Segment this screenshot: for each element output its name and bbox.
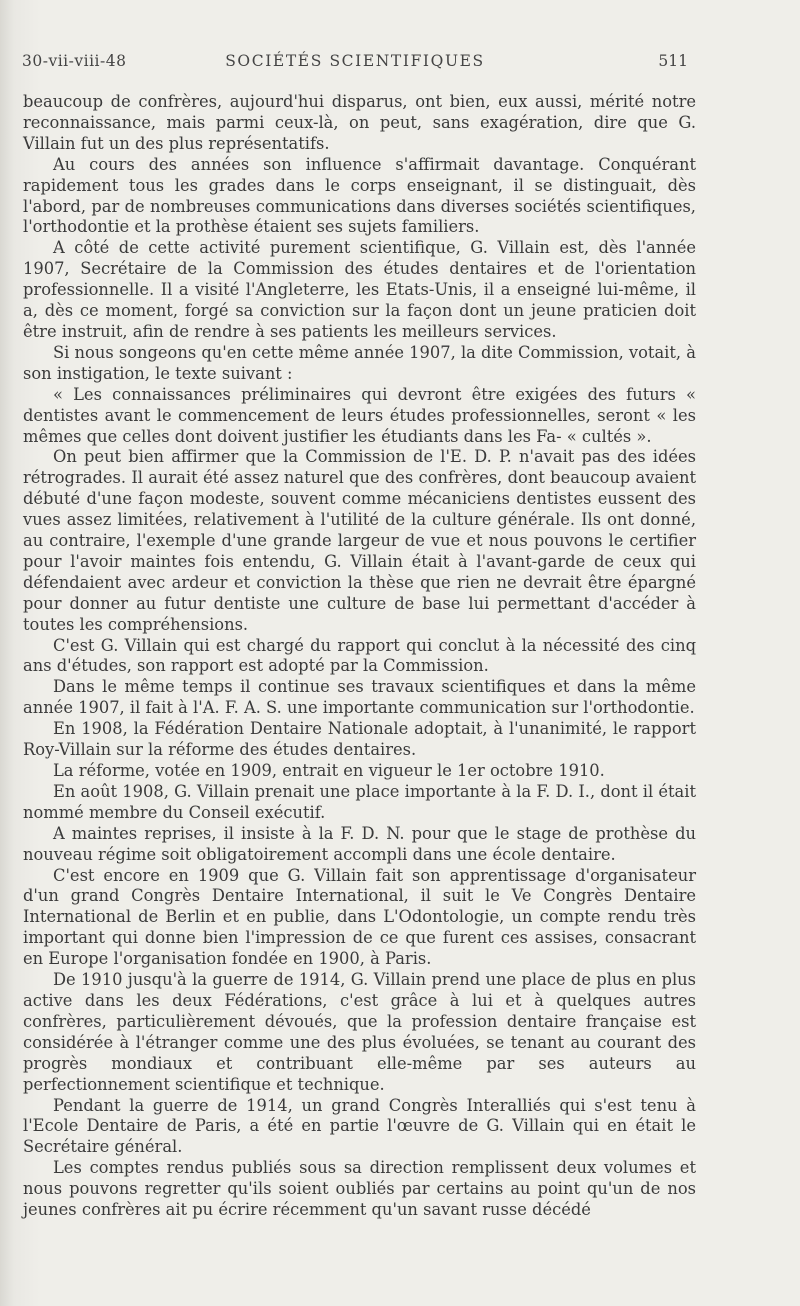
paragraph: Pendant la guerre de 1914, un grand Congrès Interalliés qui s'est tenu à l'Ecole Dentaire de Paris, a été en partie l'œuvre de G. Villain qui en était le Secrétaire général. xyxy=(23,1095,696,1157)
paragraph: A côté de cette activité purement scientifique, G. Villain est, dès l'année 1907, Secrétaire de la Commission des études dentaires et de l'orientation professionnelle. Il a visité l'Angleterre, les Etats-Unis, il a enseigné lui-même, il a, dès ce moment, forgé sa conviction sur la façon dont un jeune praticien doit être instruit, afin de rendre à ses patients les meilleurs services. xyxy=(23,238,696,341)
paragraph: En août 1908, G. Villain prenait une place importante à la F. D. I., dont il était nommé membre du Conseil exécutif. xyxy=(23,781,696,822)
paragraph: La réforme, votée en 1909, entrait en vigueur le 1er octobre 1910. xyxy=(53,761,605,780)
paragraph: De 1910 jusqu'à la guerre de 1914, G. Villain prend une place de plus en plus active dans les deux Fédérations, c'est grâce à lui et à quelques autres confrères, particulièrement dévoués, que la profession dentaire française est considérée à l'étranger comme une des plus évoluées, se tenant au courant des progrès mondiaux et contribuant elle-même par ses auteurs au perfectionnement scientifique et technique. xyxy=(23,970,696,1094)
paragraph: A maintes reprises, il insiste à la F. D. N. pour que le stage de prothèse du nouveau régime soit obligatoirement accompli dans une école dentaire. xyxy=(23,823,696,864)
paragraph: Si nous songeons qu'en cette même année 1907, la dite Commission, votait, à son instigation, le texte suivant : xyxy=(23,342,696,383)
paragraph: Les comptes rendus publiés sous sa direction remplissent deux volumes et nous pouvons regretter qu'ils soient oubliés par certains au point qu'un de nos jeunes confrères ait pu écrire récemment qu'un savant russe décédé xyxy=(23,1158,696,1220)
quoted-paragraph: « Les connaissances préliminaires qui devront être exigées des futurs « dentistes avant le commencement de leurs études professionnelles, seront « les mêmes que celles dont doivent justifier les étudiants dans les Fa- « cultés ». xyxy=(23,384,696,446)
header-date: 30-vii-viii-48 xyxy=(22,52,127,70)
paragraph: C'est G. Villain qui est chargé du rapport qui conclut à la nécessité des cinq ans d'études, son rapport est adopté par la Commission. xyxy=(23,635,696,676)
paragraph: On peut bien affirmer que la Commission de l'E. D. P. n'avait pas des idées rétrogrades. Il aurait été assez naturel que des confrères, dont beaucoup avaient débuté d'une façon modeste, souvent comme mécaniciens dentistes eussent des vues assez limitées, relativement à l'utilité de la culture générale. Ils ont donné, au contraire, l'exemple d'une grande largeur de vue et nous pouvons le certifier pour l'avoir maintes fois entendu, G. Villain était à l'avant-garde de ceux qui défendaient avec ardeur et conviction la thèse que rien ne devrait être épargné pour donner au futur dentiste une culture de base lui permettant d'accéder à toutes les compréhensions. xyxy=(23,447,696,634)
paragraph: Dans le même temps il continue ses travaux scientifiques et dans la même année 1907, il fait à l'A. F. A. S. une importante communication sur l'orthodontie. xyxy=(23,677,696,718)
header-title: SOCIÉTÉS SCIENTIFIQUES xyxy=(225,52,485,70)
running-header xyxy=(22,52,688,76)
paragraph: En 1908, la Fédération Dentaire Nationale adoptait, à l'unanimité, le rapport Roy-Villain sur la réforme des études dentaires. xyxy=(23,719,696,760)
article-body xyxy=(23,92,696,1221)
paragraph: Au cours des années son influence s'affirmait davantage. Conquérant rapidement tous les grades dans le corps enseignant, il se distinguait, dès l'abord, par de nombreuses communications dans diverses sociétés scientifiques, l'orthodontie et la prothèse étaient ses sujets familiers. xyxy=(23,154,696,237)
page-number: 511 xyxy=(658,52,688,70)
paragraph: beaucoup de confrères, aujourd'hui disparus, ont bien, eux aussi, mérité notre reconnaissance, mais parmi ceux-là, on peut, sans exagération, dire que G. Villain fut un des plus représentatifs. xyxy=(23,92,696,153)
paragraph: C'est encore en 1909 que G. Villain fait son apprentissage d'organisateur d'un grand Congrès Dentaire International, il suit le Ve Congrès Dentaire International de Berlin et en publie, dans L'Odontologie, un compte rendu très important qui donne bien l'impression de ce que furent ces assises, consacrant en Europe l'organisation fondée en 1900, à Paris. xyxy=(23,865,696,969)
